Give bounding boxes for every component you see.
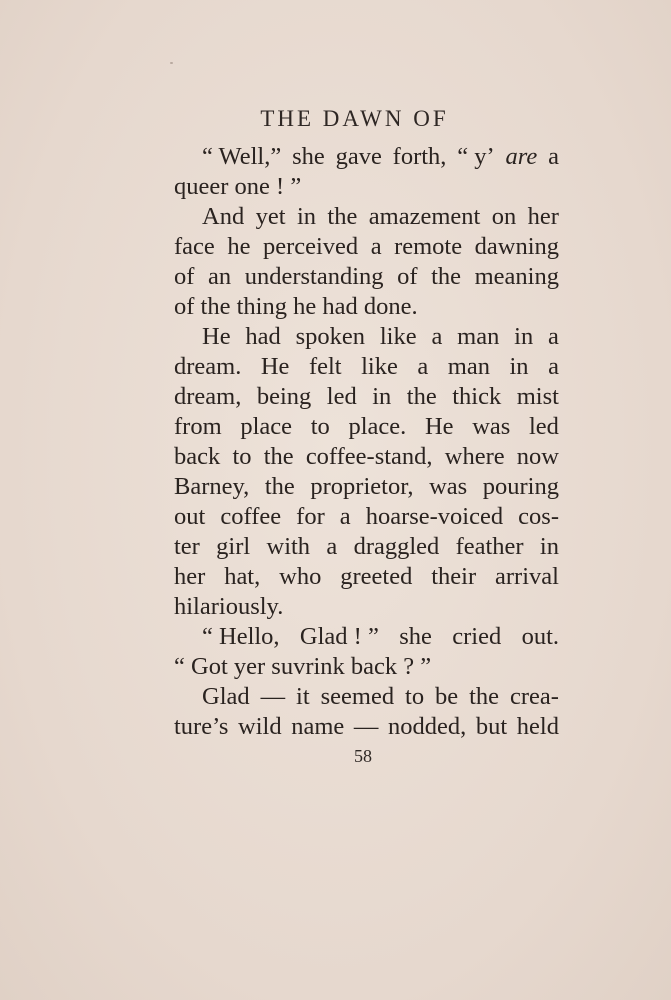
word: dream, <box>174 383 242 410</box>
word: remote <box>394 233 463 260</box>
word: place. <box>348 413 407 440</box>
word: — <box>353 713 379 740</box>
word: on <box>491 203 517 230</box>
word: but <box>475 713 508 740</box>
word: led <box>529 413 559 440</box>
word: a <box>417 353 429 380</box>
word: are <box>505 143 538 170</box>
word: a <box>370 233 382 260</box>
word: “ Hello, <box>202 623 280 650</box>
word: a <box>548 143 559 170</box>
word: greeted <box>340 563 413 590</box>
word: be <box>435 683 459 710</box>
word: like <box>361 353 398 380</box>
word: like <box>379 323 417 350</box>
word: dream. <box>174 353 242 380</box>
word: where <box>444 443 505 470</box>
word: in <box>539 533 559 560</box>
page-number: 58 <box>354 746 372 766</box>
word: the <box>327 203 358 230</box>
word: hoarse-voiced <box>365 503 504 530</box>
word: nodded, <box>388 713 467 740</box>
word: of the thing he had done. <box>174 293 418 320</box>
word: an <box>208 263 232 290</box>
word: hat, <box>224 563 261 590</box>
word: held <box>516 713 559 740</box>
word: perceived <box>262 233 359 260</box>
text-line <box>174 262 559 292</box>
word: coffee <box>220 503 282 530</box>
word: she <box>399 623 432 650</box>
word: forth, <box>392 143 447 170</box>
word: was <box>429 473 468 500</box>
word: being <box>256 383 312 410</box>
word: spoken <box>295 323 366 350</box>
word: dawning <box>474 233 559 260</box>
word: cos- <box>518 503 559 530</box>
word: And <box>202 203 245 230</box>
word: to <box>232 443 252 470</box>
text-line <box>174 622 559 652</box>
word: to <box>405 683 425 710</box>
text-line <box>174 502 559 532</box>
text-line <box>174 202 559 232</box>
word: in <box>514 323 534 350</box>
word: arrival <box>495 563 559 590</box>
body-text <box>174 142 559 742</box>
word: He <box>202 323 231 350</box>
word: the <box>469 683 500 710</box>
text-line <box>174 232 559 262</box>
word: of <box>397 263 418 290</box>
text-line <box>174 292 559 322</box>
word: out. <box>521 623 559 650</box>
word: “ y’ <box>457 143 495 170</box>
text-line <box>174 142 559 172</box>
text-line <box>174 382 559 412</box>
word: face <box>174 233 215 260</box>
word: now <box>516 443 559 470</box>
word: “ Well,” <box>202 143 282 170</box>
word: a <box>326 533 338 560</box>
word: pouring <box>482 473 559 500</box>
word: man <box>457 323 500 350</box>
word: he <box>227 233 251 260</box>
word: amazement <box>368 203 481 230</box>
word: draggled <box>353 533 440 560</box>
word: crea- <box>510 683 559 710</box>
word: Glad ! ” <box>299 623 379 650</box>
word: understanding <box>244 263 384 290</box>
paper-speck <box>170 62 173 64</box>
word: queer one ! ” <box>174 173 302 200</box>
word: thick <box>452 383 502 410</box>
word: the <box>431 263 462 290</box>
word: her <box>174 563 206 590</box>
word: for <box>296 503 325 530</box>
word: back <box>174 443 221 470</box>
word: was <box>472 413 511 440</box>
word: He <box>260 353 290 380</box>
word: to <box>310 413 330 440</box>
word: seemed <box>320 683 395 710</box>
word: the <box>263 443 294 470</box>
word: Barney, <box>174 473 250 500</box>
word: feather <box>455 533 524 560</box>
word: a <box>548 353 559 380</box>
word: He <box>424 413 454 440</box>
word: her <box>527 203 559 230</box>
text-line <box>174 412 559 442</box>
text-line <box>174 322 559 352</box>
running-head: THE DAWN OF <box>260 106 449 131</box>
word: a <box>339 503 351 530</box>
text-line <box>174 652 559 682</box>
text-line <box>174 442 559 472</box>
word: yet <box>255 203 286 230</box>
word: ter <box>174 533 200 560</box>
word: place <box>240 413 292 440</box>
word: “ Got yer suvrink back ? ” <box>174 653 432 680</box>
word: in <box>509 353 529 380</box>
word: ture’s <box>174 713 229 740</box>
word: man <box>447 353 490 380</box>
word: from <box>174 413 222 440</box>
text-line <box>174 532 559 562</box>
word: gave <box>335 143 382 170</box>
word: had <box>245 323 281 350</box>
word: in <box>296 203 317 230</box>
word: the <box>406 383 437 410</box>
word: the <box>264 473 295 500</box>
word: wild <box>238 713 282 740</box>
text-line <box>174 352 559 382</box>
word: proprietor, <box>310 473 414 500</box>
text-line <box>174 562 559 592</box>
word: girl <box>216 533 251 560</box>
word: a <box>431 323 443 350</box>
word: meaning <box>474 263 559 290</box>
word: of <box>174 263 195 290</box>
text-line <box>174 682 559 712</box>
text-line <box>174 172 559 202</box>
word: out <box>174 503 206 530</box>
word: mist <box>516 383 559 410</box>
text-line <box>174 472 559 502</box>
text-line <box>174 592 559 622</box>
word: led <box>326 383 357 410</box>
word: name <box>291 713 345 740</box>
word: hilariously. <box>174 593 284 620</box>
word: — <box>260 683 286 710</box>
word: cried <box>452 623 502 650</box>
text-line <box>174 712 559 742</box>
word: with <box>266 533 311 560</box>
word: in <box>372 383 392 410</box>
word: she <box>292 143 325 170</box>
word: it <box>296 683 310 710</box>
word: felt <box>308 353 342 380</box>
word: coffee-stand, <box>305 443 433 470</box>
word: a <box>548 323 559 350</box>
word: who <box>279 563 322 590</box>
word: Glad <box>202 683 250 710</box>
word: their <box>431 563 477 590</box>
